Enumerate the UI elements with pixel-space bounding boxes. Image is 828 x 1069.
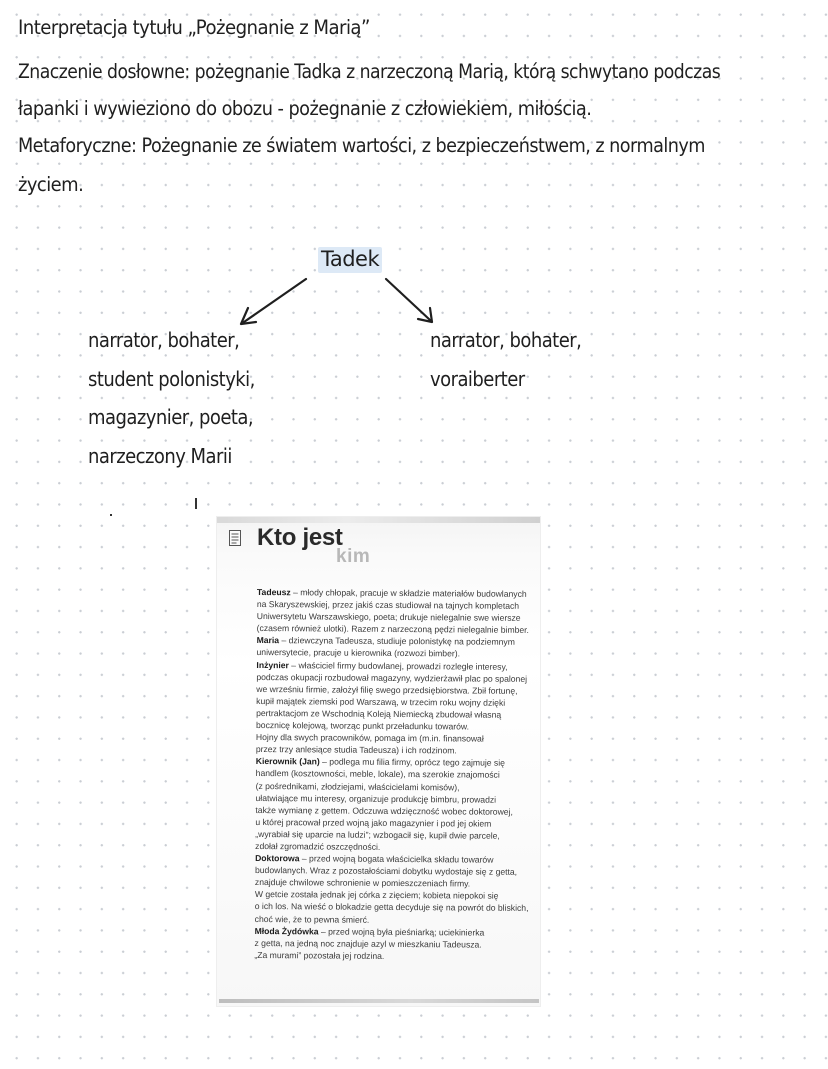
- title-line: Interpretacja tytułu „Pożegnanie z Marią”: [18, 16, 370, 39]
- character-description: z getta, na jedną noc znajduje azyl w mieszkaniu Tadeusza.: [254, 937, 482, 950]
- character-description: Hojny dla swych pracowników, pomaga im (m.in. finansował: [255, 732, 484, 744]
- literal-meaning-continued: łapanki i wywieziono do obozu - pożegnanie z człowiekiem, miłością.: [18, 97, 592, 120]
- character-description: „wyrabiał się uparcie na ludzi”; wzbogacił się, kupił dwie parcele,: [255, 828, 500, 841]
- scanned-textbook-page: [217, 517, 540, 1006]
- right-arrow-shaft: [386, 279, 430, 320]
- diagram-center-tadek: Tadek: [318, 247, 382, 273]
- character-list-row: [254, 949, 544, 963]
- character-description: budowlanych. Wraz z pozostałościami dobytku wydostaje się z getta,: [254, 865, 518, 877]
- character-description: – podlega mu filia firmy, oprócz tego zajmuje się: [319, 756, 505, 769]
- scan-top-edge: [217, 517, 540, 523]
- character-description: przez trzy anlesiące studia Tadeusza) i ich rodzinom.: [255, 744, 457, 756]
- pen-dot: [110, 514, 112, 516]
- character-description: we wrześniu firmie, założył filię swego przedsiębiorstwa. Zbił fortunę,: [256, 683, 518, 696]
- character-description: u której pracował przed wojną jako magazynier i pod jej okiem: [255, 816, 492, 829]
- metaphorical-meaning-line: Metaforyczne: Pożegnanie ze światem wartości, z bezpieczeństwem, z normalnym: [18, 134, 705, 157]
- right-desc-line: voraiberter: [430, 366, 525, 391]
- character-description: W getcie została jednak jej córka z zięciem; kobieta niepokoi się: [254, 889, 499, 902]
- character-description: zdołał zgromadzić oszczędności.: [255, 840, 381, 852]
- scan-bottom-edge: [219, 999, 539, 1003]
- character-description: – przed wojną była pieśniarką; uciekinierka: [318, 926, 485, 938]
- literal-meaning-line: Znaczenie dosłowne: pożegnanie Tadka z narzeczoną Marią, którą schwytano podczas: [18, 60, 721, 83]
- left-description: [88, 321, 255, 475]
- character-description: bocznicę kolejową, tworząc punkt przeładunku towarów.: [255, 720, 470, 732]
- character-description: pertraktacjom ze Wschodnią Koleją Niemiecką zbudował własną: [256, 707, 502, 720]
- character-description: o ich los. Na wieść o blokadzie getta decyduje się na powrót do bliskich,: [254, 901, 529, 914]
- scan-title: Kto jest: [257, 524, 343, 551]
- character-description: ułatwiające mu interesy, organizuje produkcję bimbru, prowadzi: [255, 792, 497, 805]
- left-desc-line: narrator, bohater,: [88, 328, 240, 352]
- character-description: choć wie, że to pewna śmierć.: [254, 913, 370, 925]
- character-name: Inżynier: [256, 659, 289, 670]
- character-description: podczas okupacji rozbudował magazyny, wydzierżawił plac po spalonej: [256, 671, 528, 684]
- character-name: Doktorowa: [255, 853, 300, 864]
- character-description: Uniwersytetu Warszawskiego, poeta; drukuje nielegalnie swe wiersze: [256, 611, 521, 624]
- character-name: Młoda Żydówka: [254, 925, 319, 937]
- character-description: – młody chłopak, pracuje w składzie materiałów budowlanych: [290, 587, 527, 599]
- scan-title-sub: kim: [336, 546, 371, 567]
- character-description: „Za murami” pozostała jej rodzina.: [254, 949, 385, 961]
- character-description: na Skaryszewskiej, przez jakiś czas studiował na tajnych kompletach: [256, 599, 520, 611]
- character-list: [254, 586, 547, 963]
- right-description: [430, 321, 581, 398]
- left-desc-line: magazynier, poeta,: [88, 405, 254, 429]
- character-description: kupił majątek ziemski pod Warszawą, w trzecim roku wojny dzięki: [256, 695, 506, 708]
- character-description: – dziewczyna Tadeusza, studiuje polonistykę na podziemnym: [279, 635, 515, 648]
- right-desc-line: narrator, bohater,: [430, 328, 582, 352]
- character-description: znajduje chwilowe schronienie w pomieszczeniach firmy.: [254, 877, 471, 889]
- character-description: (czasem również ulotki). Razem z narzeczoną pędzi nielegalnie bimber.: [256, 623, 529, 636]
- left-desc-line: student polonistyki,: [88, 366, 255, 391]
- character-description: (z pośrednikami, złodziejami, właścicielami komisów),: [255, 780, 460, 792]
- document-icon: [229, 530, 241, 546]
- character-name: Maria: [256, 635, 280, 646]
- pen-mark: [195, 498, 197, 509]
- left-desc-line: narzeczony Marii: [88, 443, 232, 468]
- character-description: – właściciel firmy budowlanej, prowadzi rozległe interesy,: [288, 659, 508, 672]
- metaphorical-meaning-continued: życiem.: [18, 173, 84, 196]
- character-description: także wymianę z gettem. Odczuwa wdzięczność wobec doktorowej,: [255, 804, 513, 817]
- character-description: handlem (kosztowności, meble, lokale), ma szerokie znajomości: [255, 768, 500, 781]
- character-name: Tadeusz: [256, 587, 291, 598]
- character-name: Kierownik (Jan): [255, 756, 320, 767]
- left-arrow-shaft: [244, 279, 306, 322]
- character-description: – przed wojną bogata właścicielka składu towarów: [299, 853, 494, 865]
- character-description: uniwersytecie, pracuje u kierownika (rozwozi bimber).: [256, 647, 461, 659]
